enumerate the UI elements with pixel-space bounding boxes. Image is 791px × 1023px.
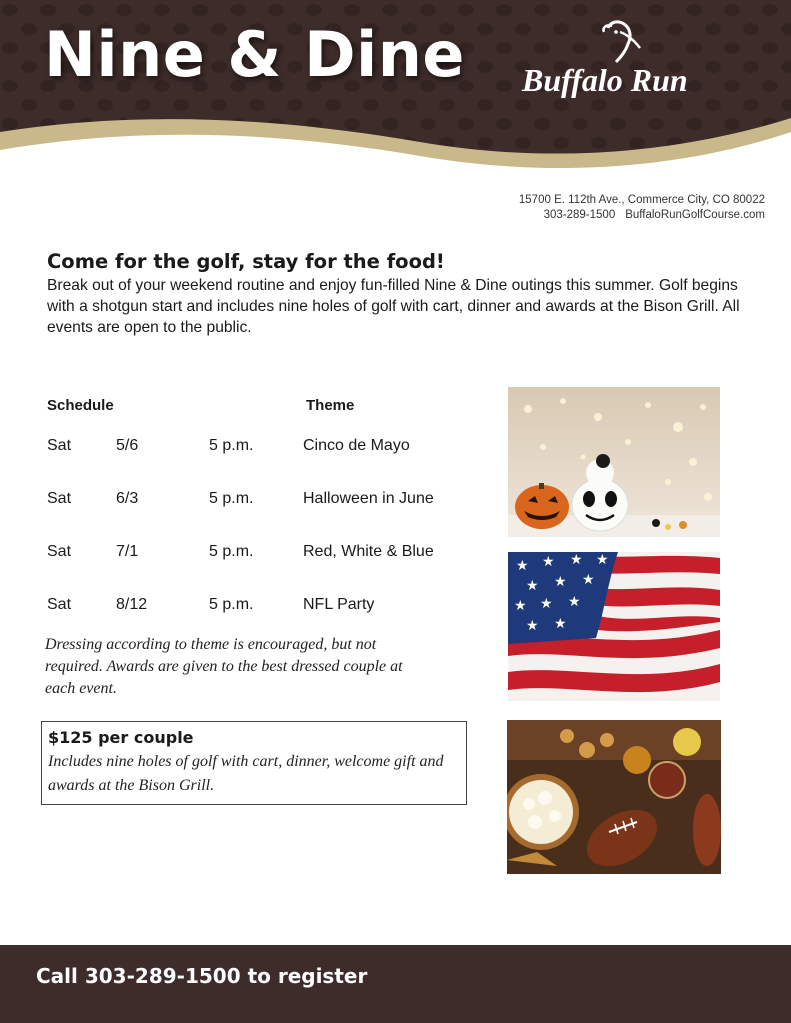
phone-web-row: [519, 208, 765, 223]
price-amount: $125 per couple: [48, 728, 194, 747]
schedule-row: [0, 596, 480, 618]
svg-text:★: ★: [514, 598, 527, 614]
schedule-date: 7/1: [116, 543, 139, 560]
schedule-theme: NFL Party: [303, 596, 375, 613]
schedule-date: 8/12: [116, 596, 148, 613]
intro-section: [47, 250, 747, 338]
svg-text:★: ★: [526, 578, 539, 594]
intro-heading: Come for the golf, stay for the food!: [47, 250, 445, 273]
schedule-time: 5 p.m.: [209, 543, 254, 560]
schedule-day: Sat: [47, 596, 72, 613]
price-box: [41, 721, 467, 805]
svg-text:★: ★: [526, 618, 539, 634]
intro-body: Break out of your weekend routine and enjoy fun-filled Nine & Dine outings this summer. Golf begins with a shotgun start and includes nine holes of golf with cart, dinner and awards at the Bison Grill. All events are open to the public.: [47, 277, 740, 336]
schedule-time: 5 p.m.: [209, 596, 254, 613]
svg-text:★: ★: [582, 572, 595, 588]
schedule-row: [0, 490, 480, 512]
buffalo-icon: [590, 18, 650, 66]
contact-address: [519, 193, 765, 223]
footer-bar: [0, 945, 791, 1023]
schedule-time: 5 p.m.: [209, 437, 254, 454]
schedule-date: 5/6: [116, 437, 139, 454]
street-address: 15700 E. 112th Ave., Commerce City, CO 80022: [518, 194, 765, 206]
schedule-time: 5 p.m.: [209, 490, 254, 507]
phone-number: 303-289-1500: [543, 209, 616, 221]
schedule-theme: Red, White & Blue: [303, 543, 434, 560]
schedule-day: Sat: [47, 543, 72, 560]
svg-text:★: ★: [554, 574, 567, 590]
price-description: Includes nine holes of golf with cart, dinner, welcome gift and awards at the Bison Grill.: [48, 753, 444, 794]
logo-wordmark: Buffalo Run: [522, 62, 688, 98]
theme-header: Theme: [306, 397, 355, 414]
football-party-food-photo: [507, 720, 721, 874]
schedule-theme: Cinco de Mayo: [303, 437, 410, 454]
svg-text:★: ★: [542, 554, 555, 570]
schedule-header: Schedule: [47, 397, 114, 414]
schedule-row: [0, 543, 480, 565]
svg-text:★: ★: [570, 552, 583, 568]
halloween-pumpkins-photo: [508, 387, 720, 537]
register-call-to-action: Call 303-289-1500 to register: [36, 964, 368, 988]
svg-text:★: ★: [568, 594, 581, 610]
schedule-day: Sat: [47, 490, 72, 507]
svg-text:★: ★: [516, 558, 529, 574]
schedule-day: Sat: [47, 437, 72, 454]
buffalo-run-logo: [522, 18, 732, 108]
schedule-row: [0, 437, 480, 459]
svg-text:★: ★: [554, 616, 567, 632]
page-title: Nine & Dine: [44, 18, 465, 91]
svg-text:★: ★: [540, 596, 553, 612]
header-banner: [0, 0, 791, 175]
dress-code-note: Dressing according to theme is encouraged, but not required. Awards are given to the best dressed couple at each event.: [45, 636, 403, 697]
schedule-theme: Halloween in June: [303, 490, 434, 507]
svg-text:★: ★: [596, 552, 609, 568]
american-flag-photo: [508, 552, 720, 701]
website-link[interactable]: BuffaloRunGolfCourse.com: [625, 209, 765, 221]
schedule-date: 6/3: [116, 490, 139, 507]
